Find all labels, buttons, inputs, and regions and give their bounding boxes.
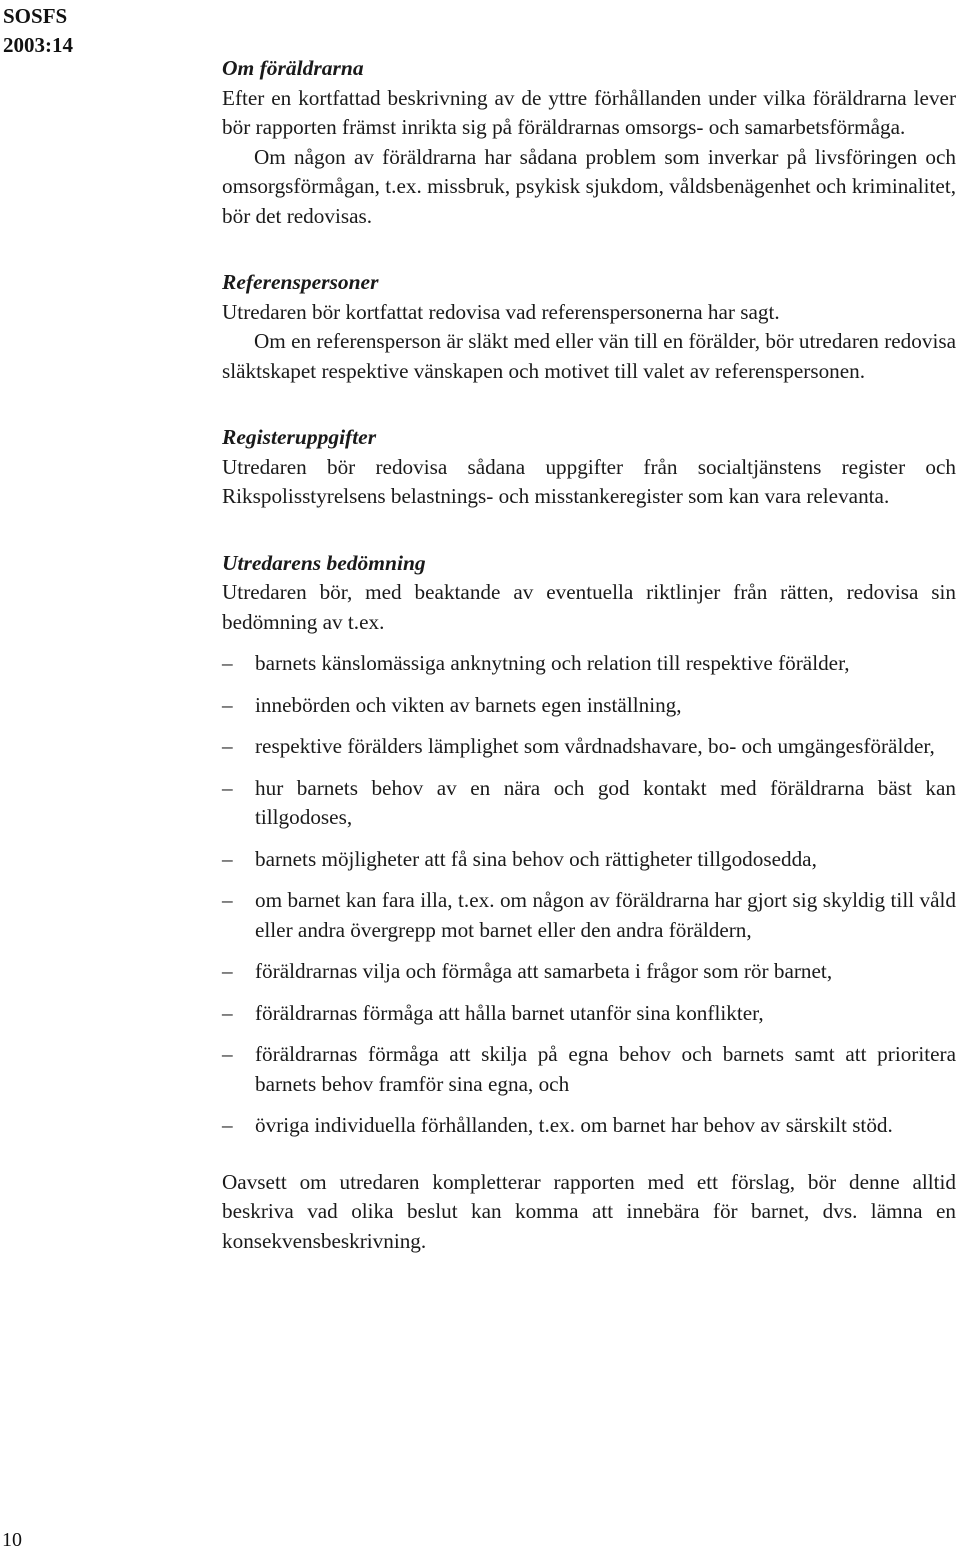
- list-item-text: föräldrarnas förmåga att hålla barnet utanför sina konflikter,: [255, 1000, 764, 1025]
- list-item-text: hur barnets behov av en nära och god kontakt med föräldrarna bäst kan tillgodoses,: [255, 775, 956, 829]
- dash-bullet: –: [222, 1042, 233, 1066]
- section-registeruppgifter: [222, 423, 956, 512]
- list-item: [222, 957, 956, 987]
- section-utredarens-bedomning: [222, 549, 956, 1257]
- list-item: [222, 774, 956, 833]
- list-item: [222, 691, 956, 721]
- paragraph: Efter en kortfattad beskrivning av de yttre förhållanden under vilka föräldrarna lever bör rapporten främst inrikta sig på föräldrarnas omsorgs- och samarbetsförmåga.: [222, 85, 956, 139]
- paragraph: Utredaren bör kortfattat redovisa vad referenspersonerna har sagt.: [222, 299, 780, 324]
- list-item-text: respektive förälders lämplighet som vårdnadshavare, bo- och umgängesförälder,: [255, 734, 935, 758]
- paragraph: Om en referensperson är släkt med eller vän till en förälder, bör utredaren redovisa släktskapet respektive vänskapen och motivet till valet av referenspersonen.: [222, 329, 956, 383]
- list-item-text: barnets möjligheter att få sina behov och rättigheter tillgodosedda,: [255, 846, 817, 871]
- list-item: [222, 1111, 956, 1141]
- section-heading: Registeruppgifter: [222, 425, 377, 449]
- list-item: [222, 886, 956, 945]
- section-heading: Referenspersoner: [222, 270, 379, 294]
- dash-bullet: –: [222, 734, 233, 758]
- dash-bullet: –: [222, 1000, 233, 1025]
- section-heading: Om föräldrarna: [222, 56, 364, 80]
- list-item-text: om barnet kan fara illa, t.ex. om någon av föräldrarna har gjort sig skyldig till våld eller andra övergrepp mot barnet eller den andra föräldern,: [255, 888, 956, 942]
- dash-bullet: –: [222, 651, 233, 675]
- list-item-text: innebörden och vikten av barnets egen inställning,: [255, 692, 682, 717]
- dash-bullet: –: [222, 888, 233, 912]
- list-item: [222, 649, 956, 679]
- assessment-list: [222, 649, 956, 1141]
- document-body: [222, 54, 956, 1256]
- dash-bullet: –: [222, 846, 233, 871]
- list-item: [222, 732, 956, 762]
- series-label: SOSFS: [3, 4, 68, 28]
- closing-paragraph: Oavsett om utredaren kompletterar rapporten med ett förslag, bör denne alltid beskriva vad olika beslut kan komma att innebära för barnet, dvs. lämna en konsekvensbeskrivning.: [222, 1169, 956, 1253]
- dash-bullet: –: [222, 959, 233, 983]
- paragraph: Utredaren bör, med beaktande av eventuella riktlinjer från rätten, redovisa sin bedömning av t.ex.: [222, 580, 956, 634]
- dash-bullet: –: [222, 775, 233, 800]
- running-head: [3, 2, 73, 60]
- section-heading: Utredarens bedömning: [222, 550, 426, 575]
- list-item-text: övriga individuella förhållanden, t.ex. om barnet har behov av särskilt stöd.: [255, 1113, 893, 1137]
- paragraph: Utredaren bör redovisa sådana uppgifter från socialtjänstens register och Rikspolisstyrelsens belastnings- och misstankeregister som kan vara relevanta.: [222, 454, 956, 508]
- list-item-text: barnets känslomässiga anknytning och relation till respektive förälder,: [255, 651, 850, 675]
- series-number: 2003:14: [3, 33, 73, 57]
- list-item: [222, 845, 956, 875]
- section-referenspersoner: [222, 268, 956, 386]
- paragraph: Om någon av föräldrarna har sådana problem som inverkar på livsföringen och omsorgsförmågan, t.ex. missbruk, psykisk sjukdom, våldsbenägenhet och kriminalitet, bör det redovisas.: [222, 144, 956, 228]
- list-item-text: föräldrarnas förmåga att skilja på egna behov och barnets samt att prioritera barnets behov framför sina egna, och: [255, 1042, 956, 1096]
- section-om-foraldrarna: [222, 54, 956, 231]
- dash-bullet: –: [222, 692, 233, 717]
- page-number: 10: [2, 1529, 22, 1551]
- list-item-text: föräldrarnas vilja och förmåga att samarbeta i frågor som rör barnet,: [255, 959, 833, 983]
- dash-bullet: –: [222, 1113, 233, 1137]
- list-item: [222, 999, 956, 1029]
- list-item: [222, 1040, 956, 1099]
